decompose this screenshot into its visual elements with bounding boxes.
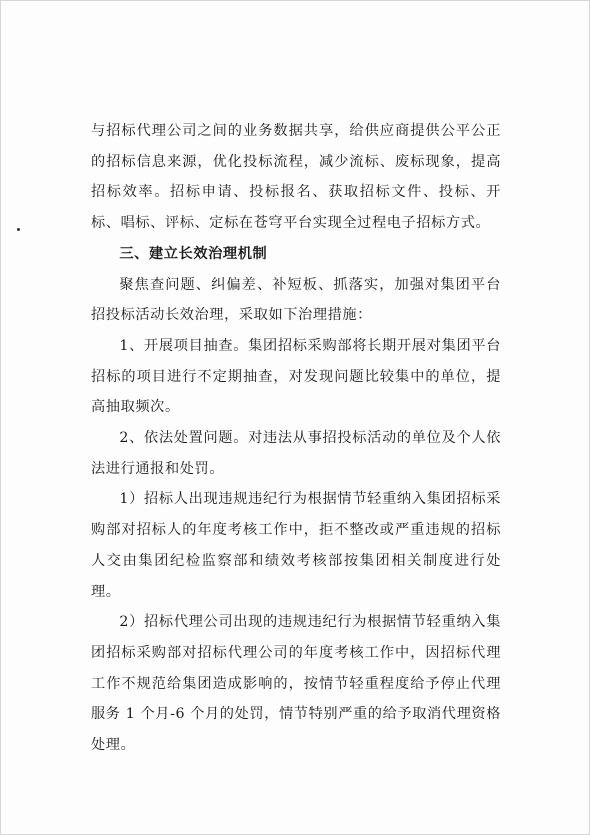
document-body [91, 116, 501, 761]
paragraph-project-spot-check: 1、开展项目抽查。集团招标采购部将长期开展对集团平台招标的项目进行不定期抽查，对发现问题比较集中的单位，提高抽取频次。 [91, 337, 501, 416]
paragraph-agency-violations: 2）招标代理公司出现的违规违纪行为根据情节轻重纳入集团招标采购部对招标代理公司的年度考核工作中，因招标代理工作不规范给集团造成影响的，按情节轻重程度给予停止代理服务 1 个月-6 个月的处罚，情节特别严重的给予取消代理资格处理。 [91, 614, 501, 754]
paragraph-tenderer-violations: 1）招标人出现违规违纪行为根据情节轻重纳入集团招标采购部对招标人的年度考核工作中，拒不整改或严重违规的招标人交由集团纪检监察部和绩效考核部按集团相关制度进行处理。 [91, 491, 501, 600]
paragraph-governance-intro: 聚焦查问题、纠偏差、补短板、抓落实，加强对集团平台招投标活动长效治理，采取如下治理措施： [91, 276, 501, 324]
section-heading-long-term-governance: 三、建立长效治理机制 [119, 245, 268, 262]
paragraph-handle-issues: 2、依法处置问题。对违法从事招投标活动的单位及个人依法进行通报和处罚。 [91, 430, 501, 477]
paragraph-data-sharing: 与招标代理公司之间的业务数据共享，给供应商提供公平公正的招标信息来源，优化投标流程，减少流标、废标现象，提高招标效率。招标申请、投标报名、获取招标文件、投标、开标、唱标、评标、定标在苍穹平台实现全过程电子招标方式。 [91, 123, 501, 232]
scan-speck [17, 228, 20, 231]
